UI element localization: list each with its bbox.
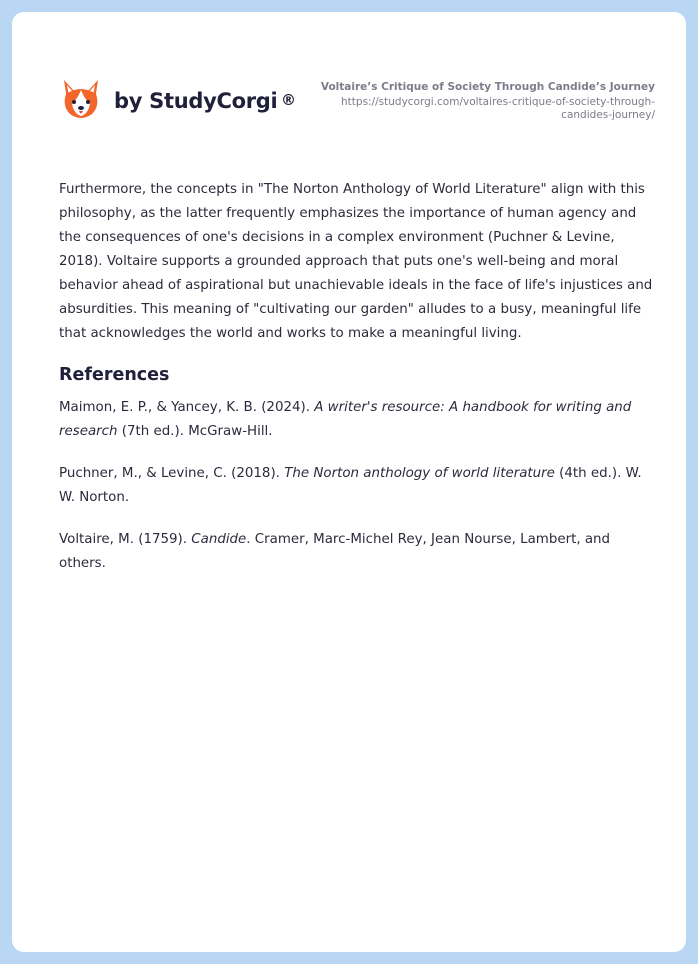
studycorgi-logo[interactable] xyxy=(61,78,296,122)
references-heading: References xyxy=(59,365,170,385)
corgi-logo-icon xyxy=(61,78,101,122)
reference-title: The Norton anthology of world literature xyxy=(284,466,555,481)
registered-mark: ® xyxy=(281,91,296,109)
document-content xyxy=(59,178,653,594)
reference-item xyxy=(59,462,653,510)
reference-authors: Maimon, E. P., & Yancey, K. B. (2024). xyxy=(59,400,315,415)
brand-name: by StudyCorgi xyxy=(114,89,278,113)
reference-publisher: (4th ed.). W. W. Norton. xyxy=(59,466,642,505)
reference-authors: Voltaire, M. (1759). xyxy=(59,532,192,547)
reference-item xyxy=(59,396,653,444)
document-url[interactable]: https://studycorgi.com/voltaires-critique-of-society-through-candides-journey/ xyxy=(341,96,655,121)
reference-title: Candide xyxy=(191,532,247,547)
document-title: Voltaire’s Critique of Society Through Candide’s Journey xyxy=(320,81,655,93)
reference-publisher: (7th ed.). McGraw-Hill. xyxy=(117,424,273,439)
body-paragraph: Furthermore, the concepts in "The Norton Anthology of World Literature" align with this philosophy, as the latter frequently emphasizes the importance of human agency and the consequences of one's decisions in a complex environment (Puchner & Levine, 2018). Voltaire supports a grounded approach that puts one's well-being and moral behavior ahead of aspirational but unachievable ideals in the face of life's injustices and absurdities. This meaning of "cultivating our garden" alludes to a busy, meaningful life that acknowledges the world and works to make a meaningful living. xyxy=(59,182,653,341)
reference-item xyxy=(59,528,653,576)
reference-title: A writer's resource: A handbook for writing and research xyxy=(59,400,632,439)
reference-publisher: . Cramer, Marc-Michel Rey, Jean Nourse, Lambert, and others. xyxy=(59,532,611,571)
reference-authors: Puchner, M., & Levine, C. (2018). xyxy=(59,466,285,481)
document-meta xyxy=(295,80,655,122)
document-page xyxy=(12,12,686,952)
